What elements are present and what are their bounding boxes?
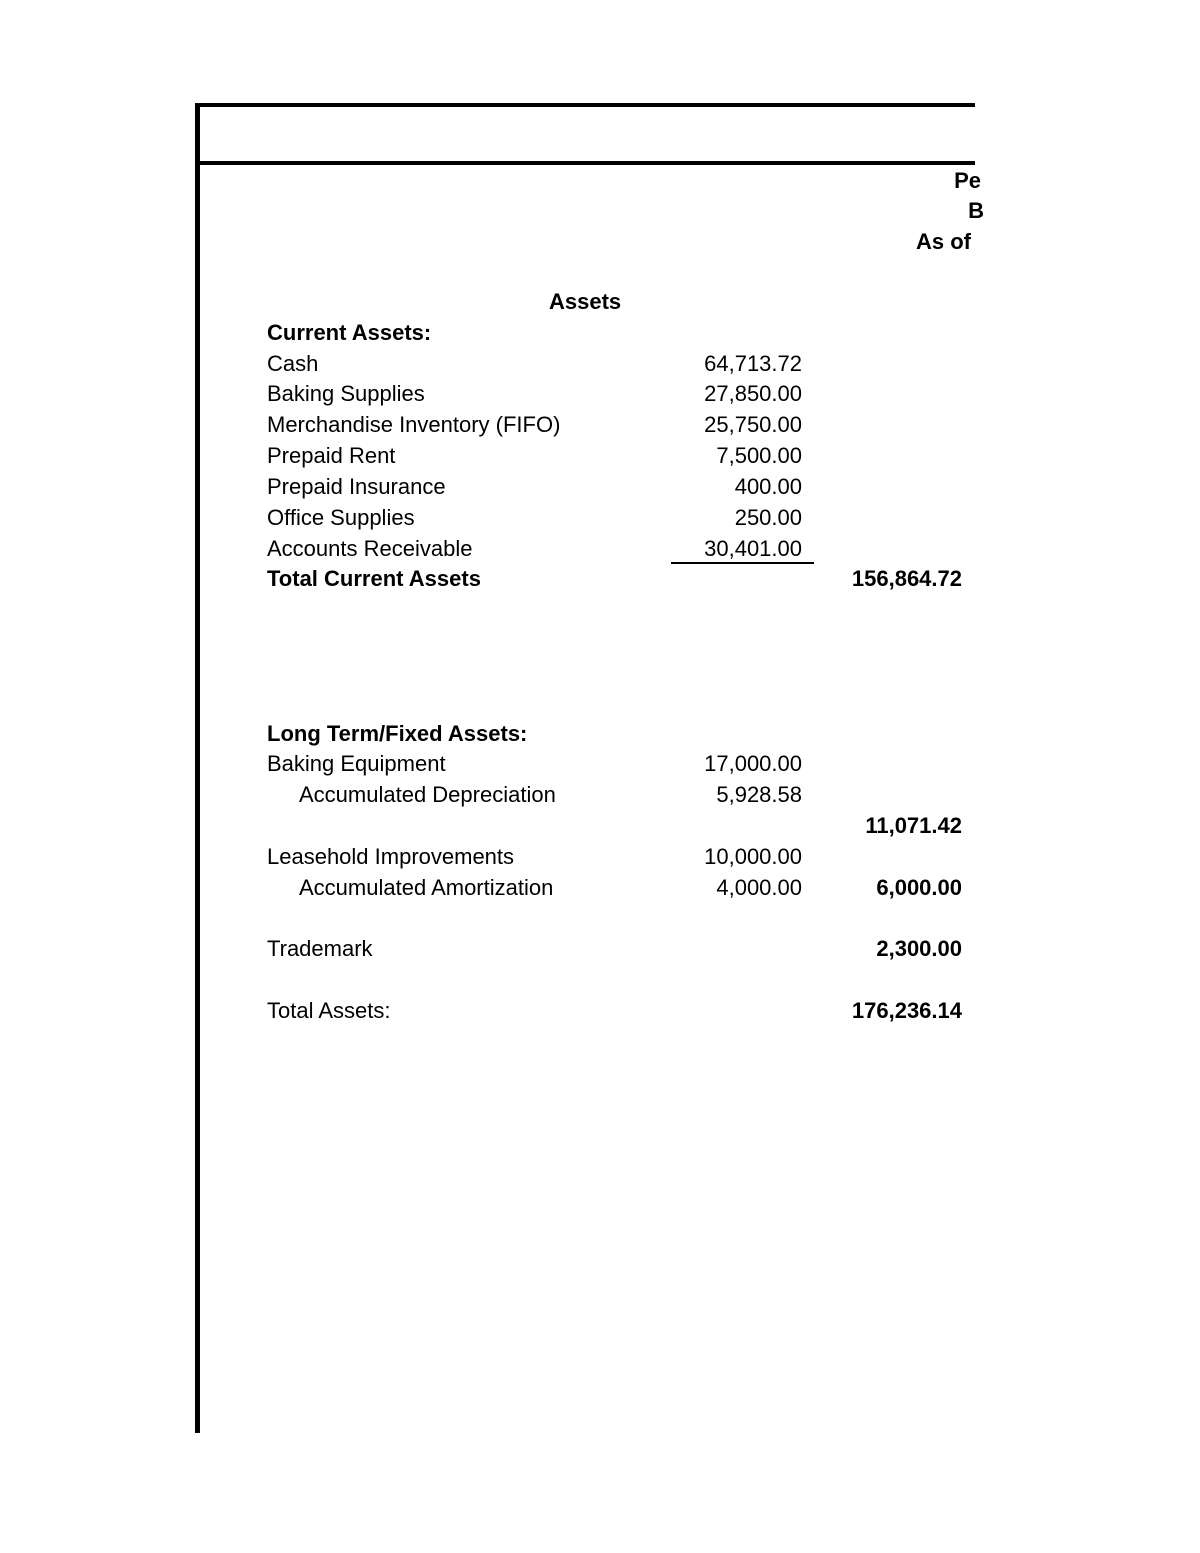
- baking-equipment-amount: 17,000.00: [704, 751, 802, 776]
- statement-date-partial: As of: [916, 229, 971, 254]
- accumulated-amortization-amount: 4,000.00: [716, 875, 802, 900]
- section-title-assets: Assets: [549, 289, 622, 314]
- line-item-amount: 250.00: [734, 505, 802, 530]
- subtotal-underline: [671, 562, 814, 564]
- accumulated-depreciation-label: Accumulated Depreciation: [299, 782, 556, 807]
- frame-header-rule: [195, 161, 975, 165]
- total-assets-label: Total Assets:: [267, 998, 391, 1023]
- line-item-amount: 27,850.00: [704, 381, 802, 406]
- line-item-amount: 7,500.00: [716, 443, 802, 468]
- line-item-label: Baking Supplies: [267, 381, 425, 406]
- total-current-assets-label: Total Current Assets: [267, 566, 481, 591]
- line-item-label: Merchandise Inventory (FIFO): [267, 412, 561, 437]
- statement-name-partial: B: [968, 198, 984, 223]
- line-item-amount: 64,713.72: [704, 351, 802, 376]
- leasehold-improvements-amount: 10,000.00: [704, 844, 802, 869]
- line-item-label: Cash: [267, 351, 319, 376]
- total-assets-amount: 176,236.14: [851, 998, 962, 1023]
- trademark-amount: 2,300.00: [876, 936, 962, 961]
- leasehold-improvements-label: Leasehold Improvements: [267, 844, 515, 869]
- line-item-amount: 400.00: [734, 474, 802, 499]
- frame-top-rule: [195, 103, 975, 107]
- trademark-label: Trademark: [267, 936, 373, 961]
- line-item-label: Accounts Receivable: [267, 536, 473, 561]
- line-item-label: Prepaid Insurance: [267, 474, 446, 499]
- total-current-assets-amount: 156,864.72: [851, 566, 962, 591]
- line-item-amount: 30,401.00: [704, 536, 802, 561]
- accumulated-depreciation-amount: 5,928.58: [716, 782, 802, 807]
- frame-left-rule: [195, 103, 200, 1433]
- header-title-clip: [800, 167, 984, 259]
- accumulated-amortization-label: Accumulated Amortization: [299, 875, 554, 900]
- equipment-net-amount: 11,071.42: [865, 813, 962, 838]
- line-item-label: Prepaid Rent: [267, 443, 396, 468]
- line-item-label: Office Supplies: [267, 505, 415, 530]
- leasehold-net-amount: 6,000.00: [876, 875, 962, 900]
- line-item-amount: 25,750.00: [704, 412, 802, 437]
- baking-equipment-label: Baking Equipment: [267, 751, 446, 776]
- long-term-assets-heading: Long Term/Fixed Assets:: [267, 721, 528, 746]
- current-assets-heading: Current Assets:: [267, 320, 432, 345]
- company-name-partial: Pe: [954, 168, 981, 193]
